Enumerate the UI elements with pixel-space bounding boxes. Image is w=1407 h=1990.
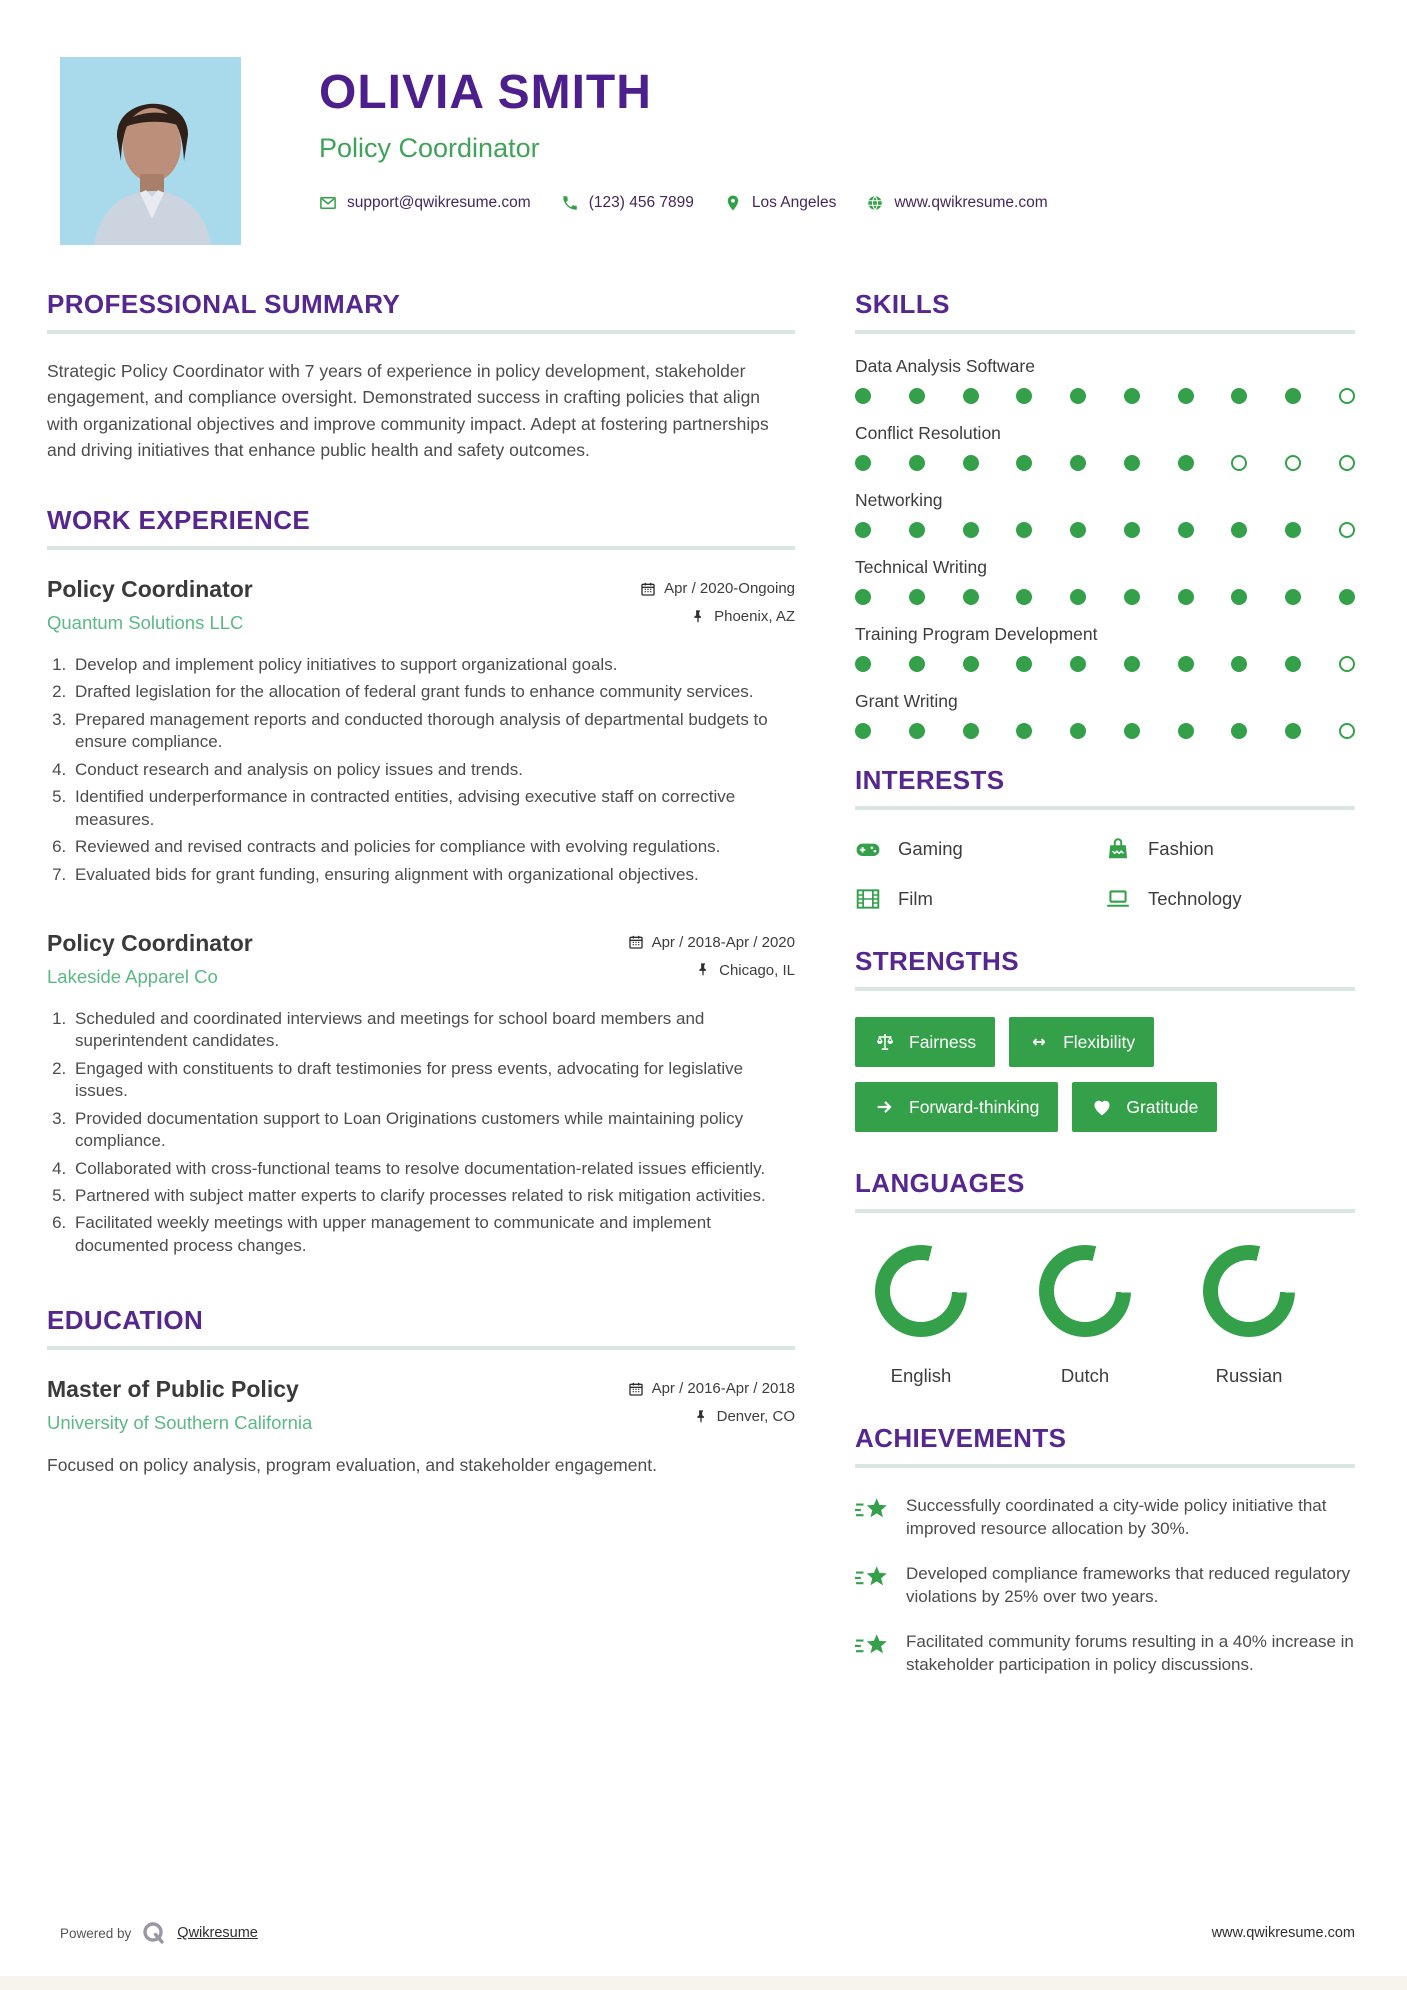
skill-dot-filled	[855, 589, 871, 605]
skill-dot-empty	[1339, 388, 1355, 404]
section-divider	[855, 806, 1355, 810]
footer-website-link[interactable]: www.qwikresume.com	[1211, 1925, 1355, 1941]
language-item	[855, 1245, 987, 1387]
skill-name: Training Program Development	[855, 624, 1098, 644]
contact-item[interactable]	[319, 194, 531, 212]
job-company: Lakeside Apparel Co	[47, 965, 218, 987]
strength-badge	[855, 1017, 995, 1067]
section-divider	[855, 1209, 1355, 1213]
skill-dots	[855, 656, 1355, 672]
skill-dot-filled	[963, 455, 979, 471]
skill-row	[855, 490, 1355, 538]
contact-item[interactable]	[866, 194, 1047, 212]
language-ring	[1203, 1245, 1295, 1337]
interest-label: Technology	[1148, 888, 1242, 909]
skill-dot-filled	[909, 522, 925, 538]
section-divider	[855, 330, 1355, 334]
job-location	[640, 608, 795, 625]
profile-photo	[60, 57, 241, 245]
achievements-heading: ACHIEVEMENTS	[855, 1423, 1067, 1453]
achievements-section	[855, 1423, 1355, 1677]
job-title: Policy Coordinator	[47, 576, 253, 602]
skill-name: Networking	[855, 490, 943, 510]
skill-name: Data Analysis Software	[855, 356, 1035, 376]
skill-dot-filled	[1231, 589, 1247, 605]
skill-dot-filled	[909, 388, 925, 404]
language-name: Russian	[1215, 1365, 1283, 1386]
skill-dot-filled	[1231, 522, 1247, 538]
job-bullet: 1. Develop and implement policy initiatives to support organizational goals.	[71, 654, 795, 676]
skill-dot-filled	[1231, 656, 1247, 672]
skill-dot-filled	[1016, 656, 1032, 672]
interests-heading: INTERESTS	[855, 765, 1005, 795]
job-bullet: 3. Prepared management reports and conducted thorough analysis of departmental budgets to ensure compliance.	[71, 709, 795, 754]
skill-dot-filled	[963, 589, 979, 605]
skill-dots	[855, 723, 1355, 739]
arrow-icon	[874, 1096, 896, 1118]
gamepad-icon	[855, 836, 881, 862]
skill-dot-filled	[1016, 589, 1032, 605]
section-divider	[47, 330, 795, 334]
skill-dot-filled	[1070, 455, 1086, 471]
skills-heading: SKILLS	[855, 289, 950, 319]
qwikresume-logo-icon	[141, 1920, 167, 1946]
strength-label: Forward-thinking	[909, 1096, 1040, 1117]
skill-row	[855, 624, 1355, 672]
skill-dot-filled	[1016, 522, 1032, 538]
contact-item	[724, 194, 836, 212]
education-heading: EDUCATION	[47, 1305, 204, 1336]
skill-name: Conflict Resolution	[855, 423, 1001, 443]
job-location	[628, 962, 795, 979]
interest-label: Gaming	[898, 838, 963, 859]
skill-dot-filled	[963, 388, 979, 404]
skill-dot-filled	[909, 589, 925, 605]
language-item	[1183, 1245, 1315, 1387]
contact-text: www.qwikresume.com	[894, 194, 1048, 211]
skill-dot-filled	[1124, 522, 1140, 538]
job-dates	[640, 580, 795, 597]
education-section	[47, 1305, 795, 1478]
skill-dot-filled	[1178, 589, 1194, 605]
language-name: Dutch	[1060, 1365, 1110, 1386]
achievement-text: Successfully coordinated a city-wide policy initiative that improved resource allocation by 30%.	[906, 1496, 1327, 1539]
interest-item	[1105, 836, 1355, 862]
phone-icon	[561, 194, 579, 212]
laptop-icon	[1105, 886, 1131, 912]
job-header	[47, 930, 795, 988]
language-name: English	[890, 1365, 952, 1386]
pin-icon	[690, 609, 706, 625]
education-description: Focused on policy analysis, program evaluation, and stakeholder engagement.	[47, 1455, 657, 1476]
skill-dot-filled	[1178, 522, 1194, 538]
interests-list	[855, 836, 1355, 912]
skill-dot-filled	[909, 455, 925, 471]
interest-item	[855, 836, 1105, 862]
education-location: Denver, CO	[716, 1408, 795, 1426]
skill-dot-filled	[1070, 656, 1086, 672]
pin-icon	[693, 1409, 709, 1425]
calendar-icon	[628, 934, 644, 950]
skill-dot-empty	[1285, 455, 1301, 471]
job-dates	[628, 934, 795, 951]
location-icon	[724, 194, 742, 212]
skill-dots	[855, 522, 1355, 538]
languages-list	[855, 1245, 1355, 1387]
skill-dot-filled	[855, 455, 871, 471]
languages-section	[855, 1168, 1355, 1387]
skill-dot-filled	[1285, 656, 1301, 672]
skill-name: Grant Writing	[855, 691, 958, 711]
job-dates-text: Apr / 2018-Apr / 2020	[651, 933, 795, 951]
education-dates: Apr / 2016-Apr / 2018	[651, 1380, 795, 1398]
globe-icon	[866, 194, 884, 212]
job-meta	[628, 930, 795, 979]
skill-dot-filled	[963, 656, 979, 672]
achievement-text: Developed compliance frameworks that reduced regulatory violations by 25% over two years.	[906, 1563, 1351, 1607]
skill-dot-filled	[1070, 723, 1086, 739]
achievement-item	[855, 1562, 1355, 1609]
skill-dot-filled	[963, 522, 979, 538]
section-divider	[47, 1346, 795, 1350]
achievement-item	[855, 1494, 1355, 1541]
contact-text: support@qwikresume.com	[347, 194, 531, 211]
skill-dot-filled	[1231, 388, 1247, 404]
job-bullet: 3. Provided documentation support to Loan Originations customers while maintaining policy compliance.	[71, 1108, 795, 1153]
job-header-left	[47, 576, 253, 634]
job-header	[47, 576, 795, 634]
section-divider	[855, 1464, 1355, 1468]
skill-row	[855, 557, 1355, 605]
interest-item	[1105, 886, 1355, 912]
calendar-icon	[628, 1381, 644, 1397]
summary-section	[47, 289, 795, 463]
job-bullet: 5. Identified underperformance in contracted entities, advising executive staff on corrective measures.	[71, 786, 795, 831]
skill-dots	[855, 589, 1355, 605]
email-icon	[319, 194, 337, 212]
job-bullets	[47, 1008, 795, 1257]
skill-dot-filled	[1124, 589, 1140, 605]
job-bullet: 5. Partnered with subject matter experts to clarify processes related to risk mitigation activities.	[71, 1185, 795, 1207]
strength-label: Fairness	[909, 1031, 977, 1052]
skill-dot-filled	[1124, 455, 1140, 471]
skill-dot-empty	[1339, 522, 1355, 538]
skill-dots	[855, 455, 1355, 471]
section-divider	[47, 546, 795, 550]
interest-item	[855, 886, 1105, 912]
calendar-icon	[640, 581, 656, 597]
skill-dot-filled	[909, 656, 925, 672]
job-bullet: 2. Engaged with constituents to draft testimonies for press events, advocating for legislative issues.	[71, 1058, 795, 1103]
strengths-heading: STRENGTHS	[855, 946, 1019, 976]
person-name: OLIVIA SMITH	[319, 66, 652, 119]
skills-section	[855, 289, 1355, 739]
job-dates-text: Apr / 2020-Ongoing	[664, 580, 795, 597]
film-icon	[855, 886, 881, 912]
star-icon	[855, 1632, 891, 1664]
job-company: Quantum Solutions LLC	[47, 612, 244, 633]
contact-text: (123) 456 7899	[588, 194, 694, 211]
star-icon	[855, 1564, 891, 1596]
person-title: Policy Coordinator	[319, 133, 540, 163]
footer	[0, 1920, 1407, 1946]
section-divider	[855, 987, 1355, 991]
contact-item	[561, 194, 694, 212]
skill-dot-filled	[1231, 723, 1247, 739]
qwikresume-brand-link[interactable]: Qwikresume	[177, 1925, 258, 1941]
skill-dot-filled	[1178, 656, 1194, 672]
language-item	[1019, 1245, 1151, 1387]
job-header-left	[47, 930, 253, 988]
job-location-text: Chicago, IL	[719, 961, 795, 979]
skill-name: Technical Writing	[855, 557, 987, 577]
job-title: Policy Coordinator	[47, 929, 253, 956]
job-bullet: 6. Facilitated weekly meetings with upper management to communicate and implement documented process changes.	[71, 1212, 795, 1257]
scale-icon	[874, 1031, 896, 1053]
skill-dot-empty	[1339, 656, 1355, 672]
skill-dot-empty	[1339, 723, 1355, 739]
skill-row	[855, 691, 1355, 739]
work-section	[47, 505, 795, 1257]
powered-by-label: Powered by	[60, 1925, 132, 1941]
skill-dot-filled	[1339, 589, 1355, 605]
languages-heading: LANGUAGES	[855, 1168, 1025, 1198]
job-list	[47, 576, 795, 1257]
interest-label: Fashion	[1148, 838, 1214, 859]
job-entry	[47, 930, 795, 1257]
language-ring	[875, 1245, 967, 1337]
job-bullets	[47, 654, 795, 886]
job-bullet: 2. Drafted legislation for the allocation of federal grant funds to enhance community services.	[71, 681, 795, 703]
skill-dot-filled	[1070, 388, 1086, 404]
bag-icon	[1105, 836, 1131, 862]
strength-badge	[1072, 1082, 1217, 1132]
achievement-item	[855, 1630, 1355, 1677]
skill-dot-empty	[1231, 455, 1247, 471]
job-entry	[47, 576, 795, 886]
work-heading: WORK EXPERIENCE	[47, 505, 311, 535]
summary-heading: PROFESSIONAL SUMMARY	[47, 289, 401, 319]
strength-badge	[855, 1082, 1058, 1132]
star-icon	[855, 1496, 891, 1528]
skill-dot-filled	[1016, 723, 1032, 739]
skill-dot-filled	[1016, 455, 1032, 471]
strengths-section	[855, 946, 1355, 1132]
skill-dot-filled	[1178, 455, 1194, 471]
skill-dot-filled	[1124, 388, 1140, 404]
job-location-text: Phoenix, AZ	[714, 608, 795, 625]
job-bullet: 1. Scheduled and coordinated interviews and meetings for school board members and superintendent candidates.	[71, 1008, 795, 1053]
skill-dot-filled	[963, 723, 979, 739]
interests-section	[855, 765, 1355, 912]
skill-dot-filled	[1178, 723, 1194, 739]
skill-dots	[855, 388, 1355, 404]
bottom-strip	[0, 1976, 1407, 1990]
achievements-list	[855, 1494, 1355, 1677]
skill-row	[855, 356, 1355, 404]
skill-dot-filled	[1070, 589, 1086, 605]
job-bullet: 4. Collaborated with cross-functional teams to resolve documentation-related issues efficiently.	[71, 1158, 795, 1180]
skill-dot-filled	[855, 656, 871, 672]
achievement-text: Facilitated community forums resulting in a 40% increase in stakeholder participation in policy discussions.	[906, 1631, 1354, 1675]
skill-dot-filled	[1124, 656, 1140, 672]
skill-dot-filled	[855, 522, 871, 538]
pin-icon	[695, 962, 711, 978]
strengths-list	[855, 1017, 1355, 1132]
skill-dot-filled	[1285, 388, 1301, 404]
job-bullet: 4. Conduct research and analysis on policy issues and trends.	[71, 759, 795, 781]
job-bullet: 7. Evaluated bids for grant funding, ensuring alignment with organizational objectives.	[71, 864, 795, 886]
language-ring	[1039, 1245, 1131, 1337]
summary-text: Strategic Policy Coordinator with 7 years of experience in policy development, stakeholder engagement, and compliance oversight. Demonstrated success in crafting policies that align with organizational objectives and improve community impact. Adept at fostering partnerships and driving initiatives that enhance public health and safety outcomes.	[47, 361, 769, 460]
strength-badge	[1009, 1017, 1154, 1067]
skill-dot-filled	[1285, 723, 1301, 739]
skill-dot-empty	[1339, 455, 1355, 471]
skill-dot-filled	[855, 723, 871, 739]
school-name: University of Southern California	[47, 1412, 313, 1434]
skills-list	[855, 356, 1355, 739]
heart-icon	[1091, 1096, 1113, 1118]
strength-label: Flexibility	[1063, 1031, 1136, 1052]
interest-label: Film	[898, 888, 933, 909]
arrows-icon	[1028, 1031, 1050, 1053]
degree-title: Master of Public Policy	[47, 1376, 299, 1403]
skill-dot-filled	[1016, 388, 1032, 404]
job-meta	[640, 576, 795, 625]
skill-dot-filled	[1070, 522, 1086, 538]
contact-text: Los Angeles	[751, 194, 837, 211]
header	[0, 0, 1407, 245]
skill-dot-filled	[1124, 723, 1140, 739]
skill-dot-filled	[1178, 388, 1194, 404]
strength-label: Gratitude	[1126, 1096, 1199, 1117]
contact-row	[319, 194, 1048, 212]
skill-dot-filled	[1285, 522, 1301, 538]
skill-dot-filled	[909, 723, 925, 739]
skill-dot-filled	[855, 388, 871, 404]
skill-row	[855, 423, 1355, 471]
job-bullet: 6. Reviewed and revised contracts and policies for compliance with evolving regulations.	[71, 836, 795, 858]
skill-dot-filled	[1285, 589, 1301, 605]
